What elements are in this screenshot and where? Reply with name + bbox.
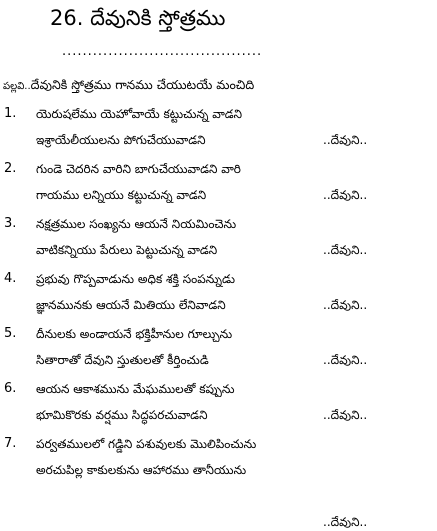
verse-refrain: ..దేవుని.. xyxy=(323,298,368,312)
verse-6 xyxy=(0,377,437,432)
verse-number: 2. xyxy=(4,161,17,176)
verse-line-1: ఆయన ఆకాశమును మేఘములతో కప్పును xyxy=(36,382,235,396)
verse-refrain: ..దేవుని.. xyxy=(323,408,368,422)
verse-line-2: సితారాతో దేవుని స్తుతులతో కీర్తించుడి xyxy=(36,353,209,367)
verse-7 xyxy=(0,432,437,529)
verse-2 xyxy=(0,157,437,212)
verse-number: 3. xyxy=(4,216,17,231)
verse-list xyxy=(0,102,437,529)
verse-refrain: ..దేవుని.. xyxy=(323,133,368,147)
verse-refrain: ..దేవుని.. xyxy=(323,243,368,257)
verse-4 xyxy=(0,267,437,322)
verse-line-1: నక్షత్రముల సంఖ్యను ఆయనే నియమించెను xyxy=(36,217,237,231)
verse-line-1: ప్రభువు గొప్పవాడును అధిక శక్తి సంపన్నుడు xyxy=(36,272,236,286)
verse-3 xyxy=(0,212,437,267)
verse-line-2: వాటికన్నియు పేరులు పెట్టుచున్న వాడని xyxy=(36,243,218,257)
verse-number: 5. xyxy=(4,326,17,341)
pallavi xyxy=(3,76,254,96)
verse-line-1: యెరుషలేము యెహోవాయే కట్టుచున్న వాడని xyxy=(36,107,243,121)
verse-line-2: గాయము లన్నియు కట్టుచున్న వాడని xyxy=(36,188,207,202)
verse-refrain: ..దేవుని.. xyxy=(323,188,368,202)
title-separator: ....................................... xyxy=(62,44,263,59)
verse-line-2: జ్ఞానమునకు ఆయనే మితియు లేనివాడని xyxy=(36,298,226,312)
verse-line-2: ఇశ్రాయేలీయులను పోగుచేయువాడని xyxy=(36,133,206,147)
verse-number: 7. xyxy=(4,436,17,451)
verse-number: 6. xyxy=(4,381,17,396)
verse-5 xyxy=(0,322,437,377)
verse-line-1: పర్వతములలో గడ్డిని పశువులకు మొలిపించును xyxy=(36,437,257,451)
verse-line-1: దీనులకు అండాయనే భక్తిహీనుల గూల్చును xyxy=(36,327,233,341)
verse-line-2: అరచుపిల్ల కాకులకును ఆహారము తానీయును xyxy=(36,463,247,477)
pallavi-tag: పల్లవి.. xyxy=(3,81,31,92)
verse-line-2: భూమికొరకు వర్షము సిద్ధపరచువాడని xyxy=(36,408,208,422)
verse-1 xyxy=(0,102,437,157)
song-title: 26. దేవునికి స్తోత్రము xyxy=(50,6,226,30)
verse-number: 4. xyxy=(4,271,17,286)
verse-refrain: ..దేవుని.. xyxy=(323,353,368,367)
pallavi-text: దేవునికి స్తోత్రము గానము చేయుటయే మంచిది xyxy=(30,77,255,92)
verse-line-1: గుండె చెదరిన వారిని బాగుచేయువాడని వారి xyxy=(36,162,241,176)
verse-refrain: ..దేవుని.. xyxy=(323,515,368,529)
verse-number: 1. xyxy=(4,106,17,121)
